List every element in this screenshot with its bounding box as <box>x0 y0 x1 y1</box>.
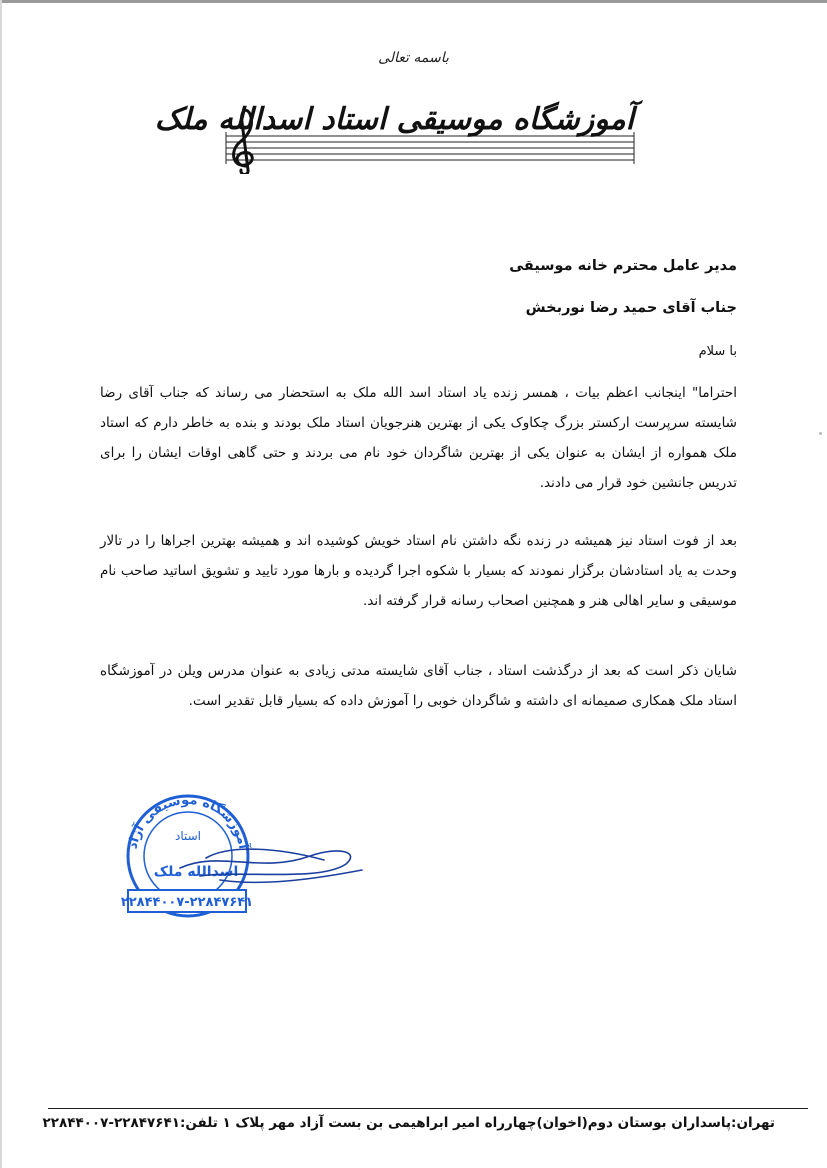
institution-logo <box>154 96 638 174</box>
scan-edge-left <box>0 0 2 1168</box>
stamp-phone: ۲۲۸۴۴۰۰۷-۲۲۸۴۷۶۴۱ <box>120 895 254 910</box>
stamp-seal-graphic <box>110 790 370 920</box>
body-paragraph-3: شایان ذکر است که بعد از درگذشت استاد ، جناب آقای شایسته مدتی زیادی به عنوان مدرس ویلن در آموزشگاه استاد ملک همکاری صمیمانه ای داشته و شاگردان خوبی را آموزش داده که بسیار قابل تقدیر است. <box>100 663 737 709</box>
scan-edge-top <box>0 0 827 3</box>
scan-speck <box>819 432 822 435</box>
recipient-title: مدیر عامل محترم خانه موسیقی <box>509 258 737 274</box>
footer-divider <box>48 1108 808 1109</box>
institution-name: آموزشگاه موسیقی استاد اسدالله ملک <box>154 102 634 137</box>
greeting: با سلام <box>698 344 737 359</box>
stamp-center-text: استاد <box>174 829 202 843</box>
body-paragraph-2: بعد از فوت استاد نیز همیشه در زنده نگه داشتن نام استاد خویش کوشیده اند و همیشه بهترین اجراها را در تالار وحدت به یاد استادشان برگزار نمودند که بسیار با شکوه اجرا گردیده و بارها مورد تایید و تشویق اساتید صاحب نام موسیقی و سایر اهالی هنر و همچنین اصحاب رسانه قرار گرفته اند. <box>100 533 737 609</box>
recipient-name: جناب آقای حمید رضا نوربخش <box>525 300 737 316</box>
body-paragraph-1: احتراما" اینجانب اعظم بیات ، همسر زنده یاد استاد اسد الله ملک به استحضار می رساند که جناب آقای رضا شایسته سرپرست ارکستر بزرگ چکاوک یکی از بهترین هنرجویان استاد ملک بودند و بنده به خاطر دارم که استاد ملک همواره از ایشان به عنوان یکی از بهترین شاگردان خود نام می بردند و حتی گاهی اوقات ایشان را برای تدریس جانشین خود قرار می دادند. <box>100 385 737 491</box>
stamp-name-text: اسدالله ملک <box>153 864 239 880</box>
institution-stamp <box>110 790 370 920</box>
footer-address: تهران:پاسداران بوستان دوم(اخوان)چهارراه امیر ابراهیمی بن بست آزاد مهر پلاک ۱ تلفن:۲۲۸۴۷۶۴۱-۲۲۸۴۴۰۰۷ <box>42 1115 775 1131</box>
stamp-ring-text: آموزشگاه موسیقی آزاد <box>125 792 251 851</box>
invocation-heading: باسمه تعالی <box>378 50 449 66</box>
